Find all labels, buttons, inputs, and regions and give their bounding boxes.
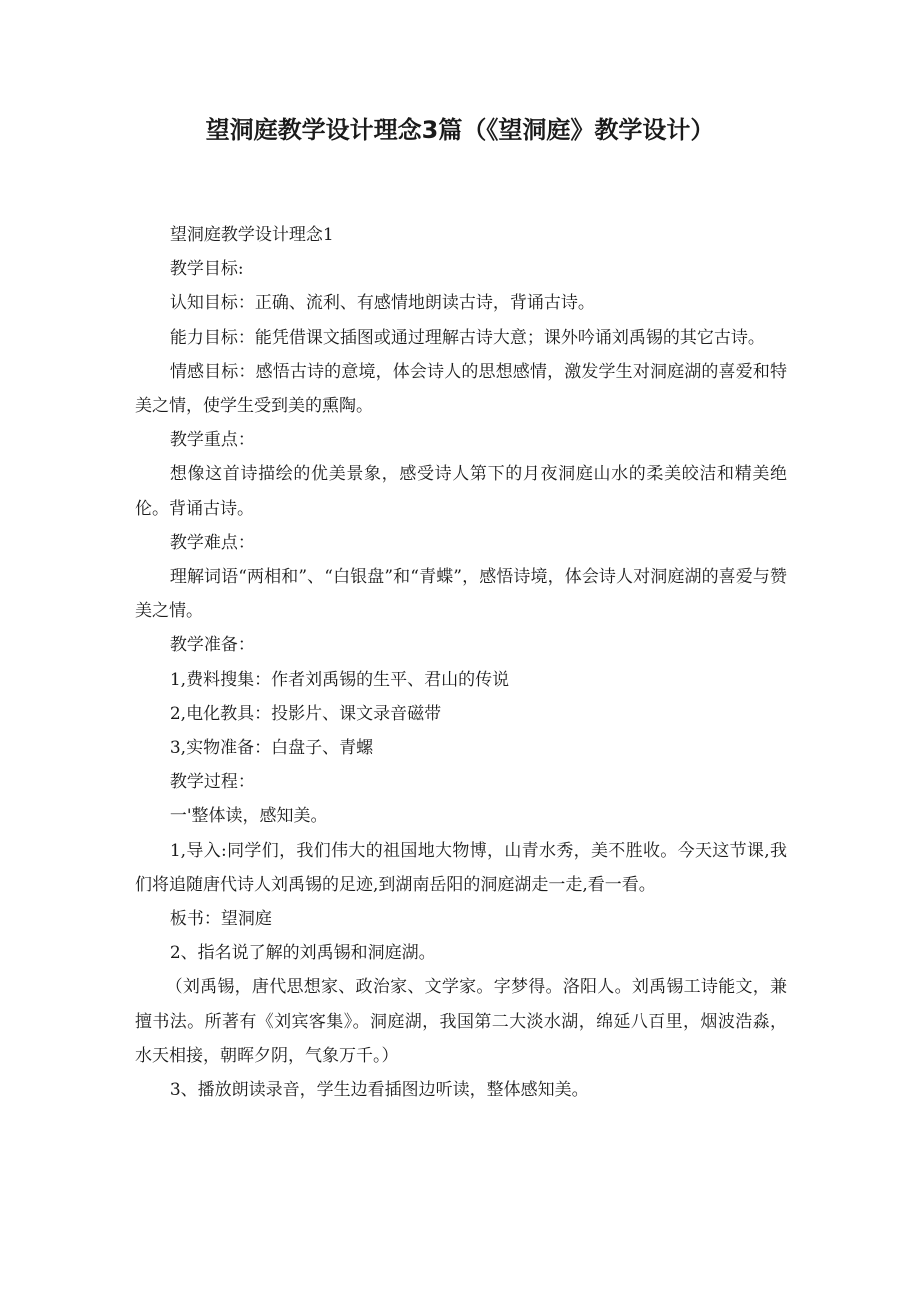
- document-title: 望洞庭教学设计理念3篇（《望洞庭》教学设计）: [205, 116, 715, 144]
- paragraph: 教学过程：: [169, 772, 255, 793]
- paragraph: 认知目标：正确、流利、有感情地朗读古诗，背诵古诗。: [169, 293, 595, 314]
- paragraph: 一'整体读，感知美。: [169, 806, 328, 827]
- paragraph: 2,电化教具：投影片、课文录音磁带: [169, 703, 442, 724]
- document-body: [135, 218, 787, 1107]
- paragraph: （刘禹锡，唐代思想家、政治家、文学家。字梦得。洛阳人。刘禹锡工诗能文，兼擅书法。所著有《刘宾客集》。洞庭湖，我国第二大淡水湖，绵延八百里，烟波浩淼，水天相接，朝晖夕阴，气象万千。）: [135, 977, 787, 1066]
- paragraph: 理解词语“两相和”、“白银盘”和“青蝶”，感悟诗境，体会诗人对洞庭湖的喜爱与赞美之情。: [135, 567, 787, 622]
- paragraph: 能力目标：能凭借课文插图或通过理解古诗大意；课外吟诵刘禹锡的其它古诗。: [169, 327, 765, 348]
- paragraph: 教学难点：: [169, 532, 255, 553]
- paragraph: 想像这首诗描绘的优美景象，感受诗人第下的月夜洞庭山水的柔美皎洁和精美绝伦。背诵古诗。: [135, 464, 787, 519]
- paragraph: 1,导入:同学们，我们伟大的祖国地大物博，山青水秀，美不胜收。今天这节课,我们将追随唐代诗人刘禹锡的足迹,到湖南岳阳的洞庭湖走一走,看一看。: [135, 840, 787, 895]
- paragraph: 板书：望洞庭: [169, 909, 272, 930]
- paragraph: 教学准备：: [169, 635, 255, 656]
- paragraph: 3、播放朗读录音，学生边看插图边听读，整体感知美。: [169, 1080, 589, 1101]
- paragraph: 2、指名说了解的刘禹锡和洞庭湖。: [169, 943, 436, 964]
- paragraph: 3,实物准备：白盘子、青螺: [169, 738, 374, 759]
- paragraph: 教学目标:: [169, 259, 244, 280]
- section-heading: 望洞庭教学设计理念1: [169, 225, 334, 245]
- paragraph: 1,费料搜集：作者刘禹锡的生平、君山的传说: [169, 669, 510, 690]
- paragraph: 情感目标：感悟古诗的意境，体会诗人的思想感情，激发学生对洞庭湖的喜爱和特美之情，使学生受到美的熏陶。: [135, 361, 787, 417]
- paragraph: 教学重点：: [169, 430, 255, 451]
